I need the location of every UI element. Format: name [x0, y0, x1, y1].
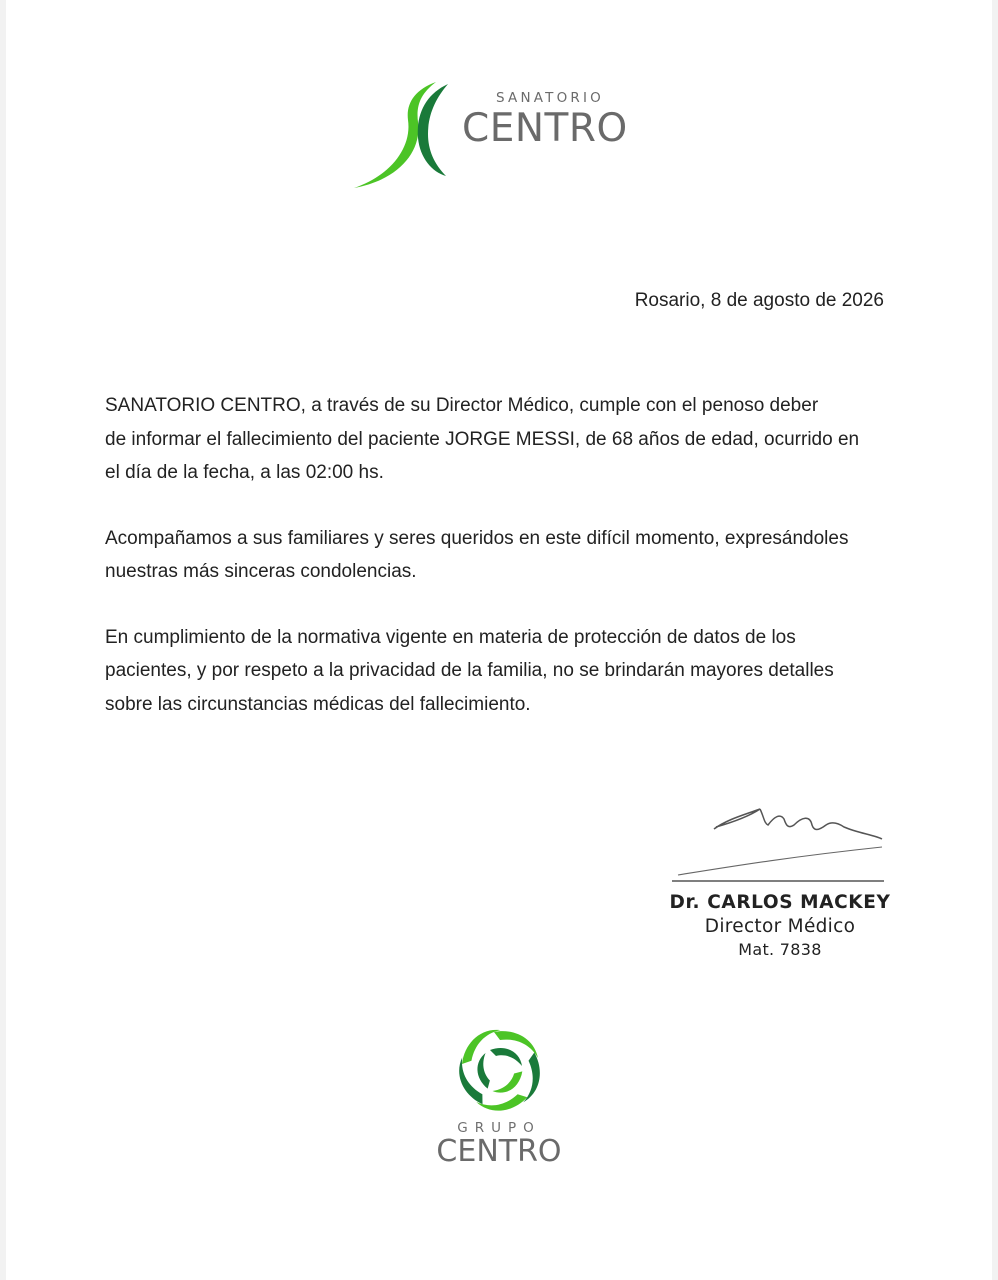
signatory-name: Dr. CARLOS MACKEY	[669, 892, 891, 913]
paragraph-privacy	[105, 621, 905, 722]
logo-small-text: SANATORIO	[496, 90, 605, 106]
footer-big-text: CENTRO	[436, 1134, 562, 1169]
footer-small-text: GRUPO	[457, 1120, 541, 1136]
body-line: el día de la fecha, a las 02:00 hs.	[105, 462, 384, 483]
signatory-role: Director Médico	[704, 916, 856, 937]
body-line: sobre las circunstancias médicas del fallecimiento.	[105, 693, 531, 715]
paragraph-announcement	[105, 389, 905, 490]
grupo-centro-logo	[420, 1026, 580, 1176]
letter-body	[105, 389, 905, 753]
logo-big-text: CENTRO	[462, 106, 628, 151]
body-line: de informar el fallecimiento del paciente JORGE MESSI, de 68 años de edad, ocurrido en	[105, 428, 860, 450]
body-line: En cumplimiento de la normativa vigente en materia de protección de datos de los	[105, 626, 796, 648]
handwritten-signature	[668, 795, 888, 887]
sc-emblem-icon	[350, 76, 460, 192]
signatory-registration: Mat. 7838	[738, 940, 822, 959]
swirl-emblem-icon	[456, 1026, 544, 1114]
paragraph-condolences	[105, 522, 905, 589]
sanatorio-centro-logo	[350, 76, 660, 192]
letter-date: Rosario, 8 de agosto de 2026	[634, 290, 884, 311]
body-line: pacientes, y por respeto a la privacidad de la familia, no se brindarán mayores detalles	[105, 660, 834, 681]
body-line: nuestras más sinceras condolencias.	[105, 561, 417, 582]
body-line: SANATORIO CENTRO, a través de su Director Médico, cumple con el penoso deber	[105, 395, 819, 416]
body-line: Acompañamos a sus familiares y seres queridos en este difícil momento, expresándoles	[105, 527, 849, 549]
